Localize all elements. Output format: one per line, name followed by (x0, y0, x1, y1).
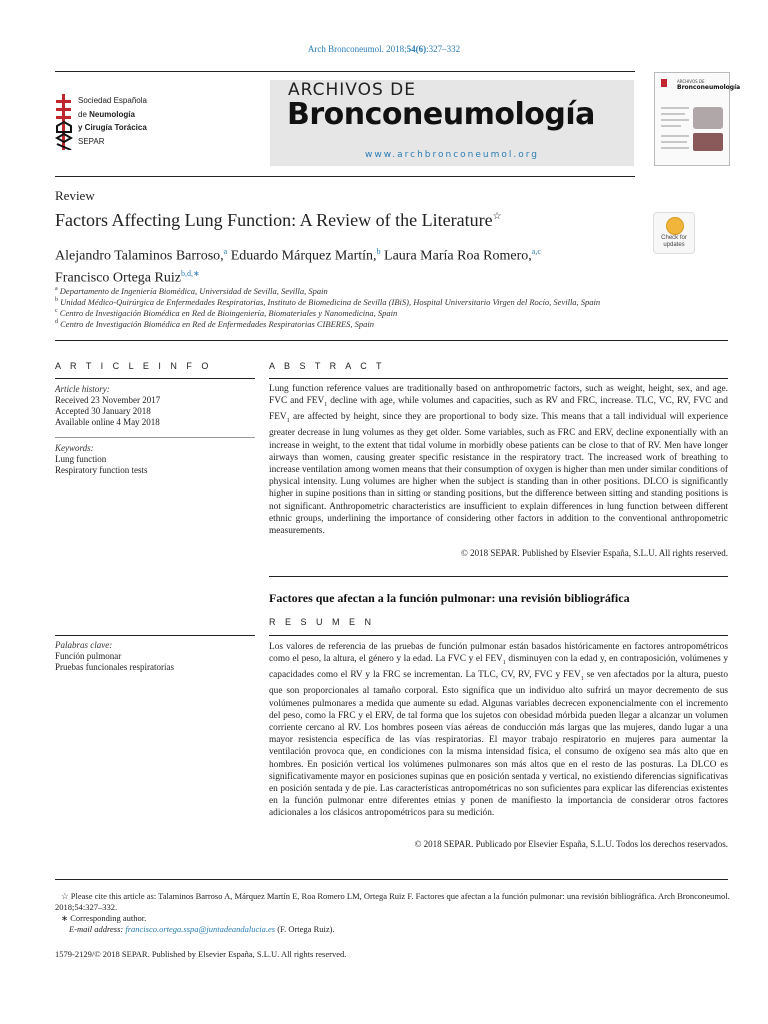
keyword[interactable]: Lung function (55, 454, 107, 464)
keyword[interactable]: Pruebas funcionales respiratorias (55, 662, 174, 672)
article-title: Factors Affecting Lung Function: A Review of the Literature☆ (55, 210, 502, 230)
spanish-title: Factores que afectan a la función pulmonar: una revisión bibliográfica (269, 591, 630, 605)
resumen-heading: R E S U M E N (269, 617, 375, 627)
author-name[interactable]: Laura María Roa Romero, (380, 248, 532, 264)
title-footnote-mark[interactable]: ☆ (492, 211, 502, 222)
palabras-clave: Palabras clave: Función pulmonar Pruebas funcionales respiratorias (55, 640, 174, 672)
journal-title: Bronconeumología (287, 97, 595, 132)
journal-citation[interactable]: Arch Bronconeumol. 2018;54(6):327–332 (307, 44, 461, 54)
header-bottom-rule (55, 176, 635, 177)
author-list: Alejandro Talaminos Barroso,$^a$ Eduardo Márquez Martín,$^b$ Laura María Roa Romero,$^{a,c}$ Francisco Ortega Ruiz$^{b,d,∗}$ (55, 247, 541, 286)
keywords-rule (55, 437, 255, 438)
abstract-rule (269, 378, 728, 379)
separ-logo-icon (54, 94, 74, 150)
society-name: Sociedad Española de Neumología y Cirugía Torácica SEPAR (78, 96, 147, 146)
article-type: Review (55, 188, 95, 203)
check-updates-icon (666, 217, 684, 235)
journal-cover-thumbnail[interactable]: ARCHIVOS DE Bronconeumología (654, 72, 730, 166)
article-info-rule (55, 378, 255, 379)
journal-url-link[interactable]: www.archbronconeumol.org (364, 150, 539, 160)
keyword[interactable]: Respiratory function tests (55, 465, 148, 475)
journal-title-small: ARCHIVOS DE (288, 80, 416, 100)
cover-image-icon (693, 107, 723, 129)
keywords: Keywords: Lung function Respiratory function tests (55, 443, 148, 475)
abstract-text: Lung function reference values are traditionally based on anthropometric factors, such as weight, height, sex, and age. FVC and $FEV_1$ decline with age, while volumes and capacities, such as RV and FRC, increase. TLC, VC, RV, FVC and $FEV_1$ are affected by height, since they are proportional to body size. This means that a tall individual will experience greater decrease in lung volumes as they get older. Some variables, such as FRC and ERV, decline exponentially with an increase in weight, to the extent that tidal volume in morbidly obese patients can be close to that of RV. Men have longer airways than women, causing greater specific resistance in the respiratory tract. The increased work of breathing to increase ventilation among women means that their consumption of oxygen is higher than men under similar conditions of physical intensity. Lung volumes are higher when the subject is standing than in other positions. DLCO is significantly higher in supine positions than in sitting or standing positions, but the difference between sitting and standing positions is not significant. Anthropometric characteristics are insufficient to explain differences in lung function between different ethnic groups, underlining the importance of considering other factors in addition to the conventional anthropometric measurements. (269, 384, 728, 536)
author-name[interactable]: Alejandro Talaminos Barroso, (55, 248, 224, 264)
affiliation: $^b$ Unidad Médico-Quirúrgica de Enfermedades Respiratorias, Instituto de Biomedicina de Sevilla (IBiS), Hospital Universitario Virgen del Rocío, Sevilla, Spain (55, 297, 601, 307)
resumen-copyright: © 2018 SEPAR. Publicado por Elsevier España, S.L.U. Todos los derechos reservados. (414, 839, 728, 849)
abstract-end-rule (269, 576, 728, 577)
keyword[interactable]: Función pulmonar (55, 651, 122, 661)
citation-footnote: ☆ Please cite this article as: Talaminos Barroso A, Márquez Martín E, Roa Romero LM, Ortega Ruiz F. Factores que afectan a la función pulmonar: una revisión bibliográfica. Arch Bronconeumol. 2018;54:327–332. (55, 891, 730, 912)
affiliation: $^c$ Centro de Investigación Biomédica en Red de Bioingeniería, Biomateriales y Nanomedicina, Spain (55, 308, 398, 318)
resumen-rule (269, 635, 728, 636)
article-info-heading: A R T I C L E I N F O (55, 361, 212, 371)
header-top-rule (55, 71, 635, 72)
cover-logo-icon (661, 79, 667, 87)
palabras-rule (55, 635, 255, 636)
affiliations-rule (55, 340, 728, 341)
author-name[interactable]: Eduardo Márquez Martín, (227, 248, 377, 264)
affiliation: $^a$ Departamento de Ingeniería Biomédica, Universidad de Sevilla, Sevilla, Spain (55, 286, 328, 296)
check-for-updates-button[interactable]: Check for updates (653, 212, 695, 254)
resumen-text: Los valores de referencia de las pruebas de función pulmonar están basados históricamente en factores antropométricos como el peso, la altura, el género y la edad. La FVC y el $FEV_1$ disminuyen con la edad y, en contraposición, volúmenes y capacidades como el RV y la FRC se incrementan. La TLC, CV, RV, FVC y $FEV_1$ se ven afectados por la altura, puesto que son proporcionales al tamaño corporal. Esto significa que un individuo alto sufrirá un mayor decremento de sus volúmenes pulmonares a medida que aumente su edad. Algunas variables decrecen exponencialmente con el incremento del peso, como la FRC y el ERV, de tal forma que los sujetos con obesidad mórbida pueden llegar a alcanzar un volumen corriente cercano al RV. Los hombres poseen vías aéreas de conducción más largas que las mujeres, dando lugar a una mayor resistencia específica de las vías respiratorias. El mayor trabajo respiratorio en mujeres para aumentar la ventilación provoca que, en condiciones con la misma intensidad física, el consumo de oxígeno sea más alto que en hombres. En posición vertical los volúmenes pulmonares son más altos que en el resto de las posturas. La DLCO es significativamente mayor en posiciones supinas que en posición sentada y vertical, no existiendo diferencias significativas en posición sentada y de pie. Las características antropométricas no son suficientes para explicar las diferencias existentes en la función pulmonar entre diferentes etnias y ponen de manifiesto la importancia de considerar otros factores adicionales a los clásicos antropométricos para su medición. (269, 642, 729, 819)
email-footnote: E-mail address: francisco.ortega.sspa@juntadeandalucia.es (F. Ortega Ruiz). (69, 924, 335, 934)
journal-banner (270, 80, 634, 166)
cover-image-icon (693, 133, 723, 151)
abstract-heading: A B S T R A C T (269, 361, 386, 371)
society-logo (54, 92, 164, 154)
author-name[interactable]: Francisco Ortega Ruiz (55, 270, 181, 286)
email-link[interactable]: francisco.ortega.sspa@juntadeandalucia.es (125, 924, 276, 934)
corresponding-author-footnote: ∗ Corresponding author. (61, 913, 147, 923)
footnote-rule (55, 879, 728, 880)
abstract-copyright: © 2018 SEPAR. Published by Elsevier España, S.L.U. All rights reserved. (461, 548, 728, 558)
affiliation: $^d$ Centro de Investigación Biomédica en Red de Enfermedades Respiratorias CIBERES, Spain (55, 319, 375, 329)
issn-copyright: 1579-2129/© 2018 SEPAR. Published by Elsevier España, S.L.U. All rights reserved. (55, 949, 347, 959)
article-history: Article history: Received 23 November 2017 Accepted 30 January 2018 Available online 4 May 2018 (55, 384, 161, 427)
